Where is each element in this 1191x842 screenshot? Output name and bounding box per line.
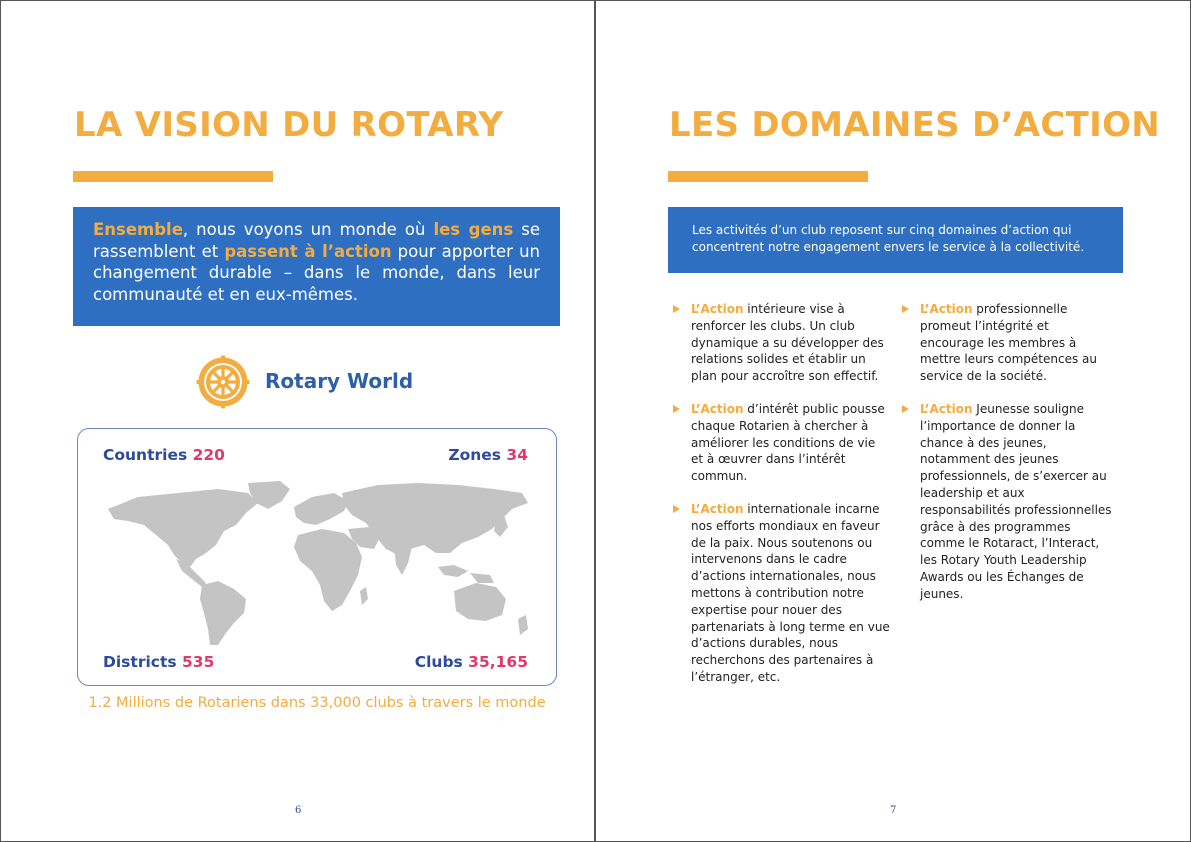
highlight-action: passent à l’action: [224, 241, 392, 261]
stat-districts: [103, 653, 214, 671]
title-underline: [73, 171, 273, 182]
action-item: [669, 301, 891, 385]
bullet-triangle-icon: [673, 405, 680, 413]
action-item-text: intérieure vise à renforcer les clubs. Un club dynamique a su développer des relations solides et établir un plan pour accroître son effectif.: [691, 302, 884, 384]
action-column-right: [898, 301, 1112, 619]
vision-statement: [73, 207, 560, 326]
action-item-text: professionnelle promeut l’intégrité et encourage les membres à mettre leurs compétences au service de la société.: [920, 302, 1097, 384]
membership-caption: 1.2 Millions de Rotariens dans 33,000 clubs à travers le monde: [88, 695, 546, 711]
page-number: 7: [890, 805, 897, 816]
highlight-ensemble: Ensemble: [93, 220, 183, 239]
action-item-lead: L’Action: [691, 302, 744, 316]
intro-box: Les activités d’un club reposent sur cinq domaines d’action qui concentrent notre engagement envers le service à la collectivité.: [668, 207, 1123, 273]
vision-text-1: , nous voyons un monde où: [182, 220, 434, 239]
action-item: [669, 501, 891, 686]
page-number: 6: [295, 805, 302, 816]
page-title: LA VISION DU ROTARY: [74, 105, 504, 145]
stat-countries-label: Countries: [103, 446, 188, 464]
stat-clubs: [415, 653, 528, 671]
action-item: [898, 401, 1112, 603]
stat-zones-label: Zones: [448, 446, 502, 464]
stat-clubs-label: Clubs: [414, 653, 463, 671]
vision-text-2: se rassemblent et: [93, 220, 541, 261]
stat-zones: [448, 446, 528, 464]
stat-countries-value: 220: [192, 446, 225, 464]
page-7: [595, 0, 1191, 842]
rotary-wheel-icon: [196, 355, 250, 409]
rotary-world-map-card: [77, 428, 557, 686]
title-underline: [668, 171, 868, 182]
stat-countries: [103, 446, 225, 464]
action-item-text: Jeunesse souligne l’importance de donner la chance à des jeunes, notamment des jeunes professionnels, de s’exercer au leadership et aux responsabilités professionnelles grâce à des programmes comme le Rotaract, l’Interact, les Rotary Youth Leadership Awards ou les Échanges de jeunes.: [920, 401, 1112, 601]
stat-districts-label: Districts: [103, 653, 177, 671]
bullet-triangle-icon: [902, 305, 909, 313]
action-item-lead: L’Action: [920, 401, 973, 416]
action-column-left: [669, 301, 891, 702]
page-6: [0, 0, 595, 842]
world-map-icon: [98, 479, 538, 649]
rotary-world-title: Rotary World: [265, 369, 414, 393]
vision-text-3: pour apporter un changement durable – dans le monde, dans leur communauté et en eux-mêmes.: [93, 241, 540, 304]
bullet-triangle-icon: [673, 305, 680, 313]
bullet-triangle-icon: [902, 405, 909, 413]
highlight-les-gens: les gens: [433, 220, 514, 239]
action-item-text: internationale incarne nos efforts mondiaux en faveur de la paix. Nous soutenons ou intervenons dans le cadre d’actions internationales, nous mettons à contribution notre expertise pour nouer des partenariats à long terme en vue d’actions durables, nous recherchons des partenaires à l’étranger, etc.: [691, 501, 890, 684]
bullet-triangle-icon: [673, 505, 680, 513]
action-item-lead: L’Action: [691, 501, 744, 516]
action-item-text: d’intérêt public pousse chaque Rotarien à chercher à améliorer les conditions de vie et à œuvrer dans l’intérêt commun.: [691, 401, 885, 484]
stat-zones-value: 34: [506, 446, 528, 464]
action-item-lead: L’Action: [691, 401, 744, 416]
stat-clubs-value: 35,165: [468, 653, 528, 671]
action-item-lead: L’Action: [920, 302, 973, 316]
stat-districts-value: 535: [182, 653, 215, 671]
page-title: LES DOMAINES D’ACTION: [669, 105, 1161, 145]
action-item: [898, 301, 1112, 385]
action-item: [669, 401, 891, 485]
